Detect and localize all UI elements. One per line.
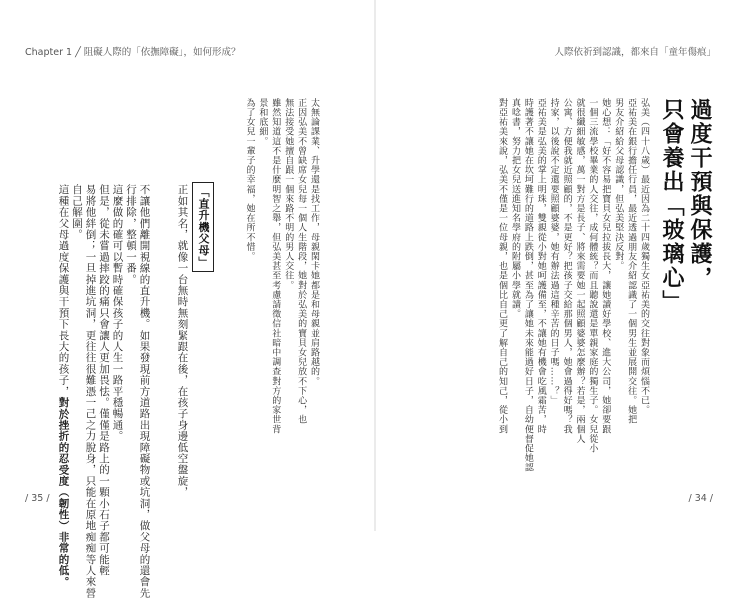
- upper-text-block: [243, 98, 320, 434]
- text-line: 男友介紹給父母認識，但弘美堅決反對。: [613, 98, 624, 271]
- text-line: 亞祐美是弘美的掌上明珠，雙親從小對她呵護備至，不讓她有機會吃風霜苦，時: [535, 98, 546, 434]
- text-line: 易將他絆倒；一旦掉進坑洞，更往往很難憑一己之力脫身，只能在原地痴痴等人來營: [84, 184, 97, 598]
- page-number-left: / 35 /: [25, 493, 50, 504]
- right-page: [375, 0, 750, 531]
- emphasis-text: 對於挫折的忍受度（韌性）非常的低。: [57, 396, 70, 588]
- text-line: 她心想：「好不容易把寶貝女兒拉拔長大，讓她讀好學校、進大公司，她卻要跟: [600, 98, 611, 434]
- body-text-block: [495, 98, 650, 475]
- lower-text-block: [56, 184, 151, 598]
- text-line: 自己解圍。: [71, 184, 83, 240]
- section-subheading: 「直升機父母」: [192, 182, 214, 272]
- text-line: 對亞祐美來說，弘美不僅是一位母親，也是個比自己更了解自己的知己，從小到: [497, 98, 508, 434]
- title-line: 過度干預與保護，: [687, 98, 712, 290]
- text-line: 持家，以後說不定還要照顧婆婆，她有辦法過這種辛苦的日子嗎……？」: [548, 98, 559, 406]
- lower-first-line: 正如其名，就像一台無時無刻緊跟在後，在孩子身邊低空盤旋，: [176, 184, 189, 498]
- running-header-left: Chapter 1 ╱ 阻礙人際的「依撫障礙」，如何形成？: [25, 47, 241, 58]
- text-line: 一個三流學校畢業的人交往，成何體統？而且聽說還是單親家庭的獨生子。女兒從小: [587, 98, 598, 454]
- text-line: 景和底細。: [257, 98, 268, 146]
- text-line: 就很纖細敏感，萬一對方是長子、將來需要她一起照顧婆婆怎麼辦？若是，兩個人: [574, 98, 585, 444]
- page-number-right: / 34 /: [688, 493, 713, 504]
- text-segment: 這種在父母過度保護與干預下長大的孩子，: [57, 184, 70, 397]
- chapter-title: [657, 98, 713, 314]
- text-line: 真唸書，努力把女兒送進知名學府的附屬小學就讀。: [509, 98, 520, 319]
- text-line: 但是，從未嘗過摔跤的痛只會讓人更加畏怯。僅僅是路上的一顆小石子都可能輕: [98, 184, 110, 576]
- text-line: 公寓、方便我就近照顧的，不是更好？把孩子交給那個男人，她會過得好嗎？我: [561, 98, 572, 434]
- text-line: 弘美（四十八歲）最近因為二十四歲獨生女亞祐美的交往對象而煩惱不已。: [639, 98, 649, 415]
- text-line: 無法接受她擅自跟一個來路不明的男人交往。: [283, 98, 294, 290]
- text-line: 為了女兒一輩子的幸福，她在所不惜。: [244, 98, 255, 262]
- title-line: 只會養出「玻璃心」: [659, 98, 684, 314]
- text-line: 雖然知道這不是什麼明智之舉，但弘美甚至考慮請徵信社暗中調查對方的家世背: [270, 98, 281, 434]
- text-line: 時護著不讓她在坎坷難行的道路上跌倒，甚至為了讓她未來能過好日子，自幼便督促她認: [522, 98, 533, 473]
- text-line: 亞祐美在銀行擔任行員，最近透過朋友介紹認識了一個男生並展開交往。她把: [626, 98, 637, 425]
- text-line: 行排除，整頓一番。: [125, 184, 137, 285]
- running-header-right: 人際依祈到認識，都來自「童年傷痕」: [554, 47, 716, 58]
- text-line: 太無論課業、升學還是找工作，母親閑卡她都是和母親並肩路越的。: [309, 98, 319, 386]
- text-line-with-emphasis: [56, 184, 70, 588]
- text-line: 不讓他們離開視線的直升機。如果發現前方道路出現障礙物或坑洞，做父母的還會先: [138, 184, 151, 598]
- text-line: 正因弘美不曾缺席女兒每一個人生階段，她對於弘美的寶貝女兒放不下心，也: [296, 98, 307, 425]
- text-line: 這麼做的確可以暫時確保孩子的人生一路平穩暢通。: [111, 184, 124, 442]
